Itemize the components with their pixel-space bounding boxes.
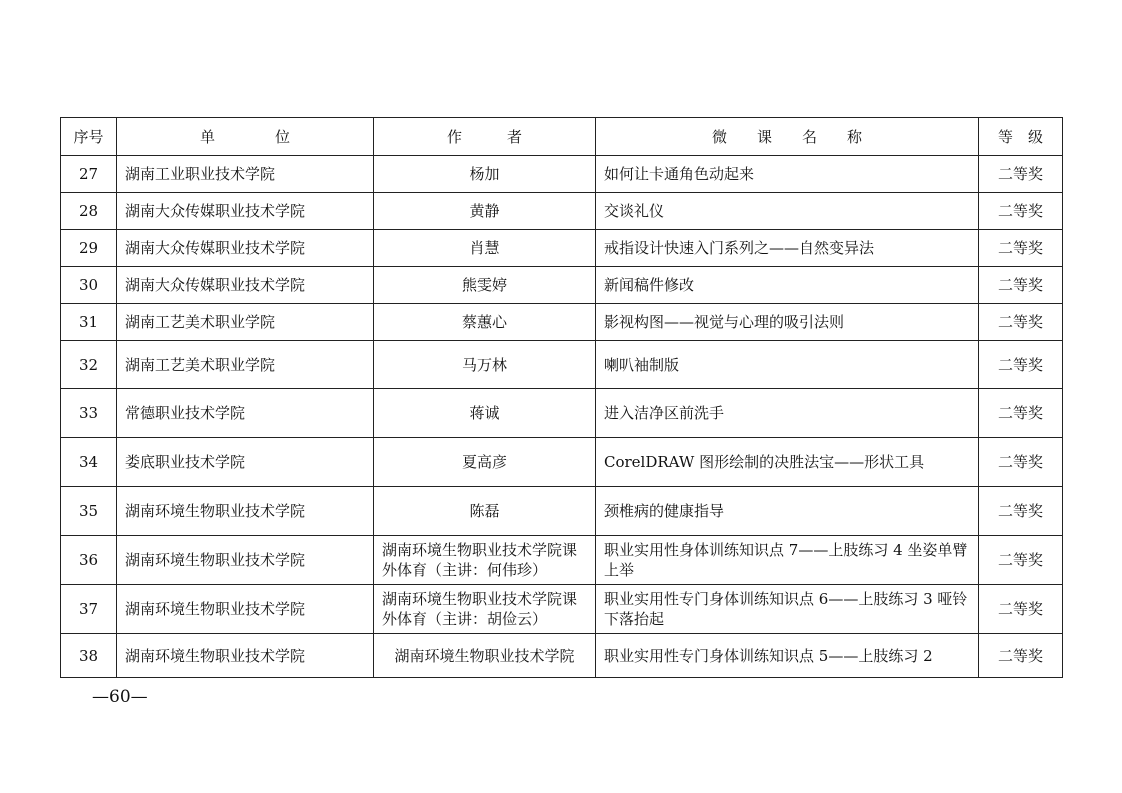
row-title: 职业实用性专门身体训练知识点 6——上肢练习 3 哑铃下落抬起 <box>596 585 979 634</box>
row-unit: 湖南工业职业技术学院 <box>117 156 374 193</box>
row-level: 二等奖 <box>979 304 1063 341</box>
row-author: 蒋诚 <box>374 389 596 438</box>
row-author: 湖南环境生物职业技术学院课外体育（主讲：胡俭云） <box>374 585 596 634</box>
table-row <box>61 341 1063 389</box>
row-level: 二等奖 <box>979 156 1063 193</box>
row-unit: 湖南大众传媒职业技术学院 <box>117 193 374 230</box>
row-no: 28 <box>61 193 117 230</box>
row-author: 熊雯婷 <box>374 267 596 304</box>
row-title: 职业实用性专门身体训练知识点 5——上肢练习 2 <box>596 634 979 678</box>
row-author: 湖南环境生物职业技术学院 <box>374 634 596 678</box>
row-no: 37 <box>61 585 117 634</box>
table-row <box>61 438 1063 487</box>
row-title: 新闻稿件修改 <box>596 267 979 304</box>
row-title: 如何让卡通角色动起来 <box>596 156 979 193</box>
table-header-row <box>61 118 1063 156</box>
row-author: 蔡蕙心 <box>374 304 596 341</box>
row-level: 二等奖 <box>979 634 1063 678</box>
awards-table <box>60 117 1063 678</box>
row-author: 杨加 <box>374 156 596 193</box>
row-title: 戒指设计快速入门系列之——自然变异法 <box>596 230 979 267</box>
table-row <box>61 156 1063 193</box>
row-no: 29 <box>61 230 117 267</box>
row-unit: 湖南工艺美术职业学院 <box>117 341 374 389</box>
row-level: 二等奖 <box>979 438 1063 487</box>
row-author: 陈磊 <box>374 487 596 536</box>
table-row <box>61 193 1063 230</box>
row-unit: 娄底职业技术学院 <box>117 438 374 487</box>
row-unit: 湖南大众传媒职业技术学院 <box>117 267 374 304</box>
row-title: 进入洁净区前洗手 <box>596 389 979 438</box>
row-no: 38 <box>61 634 117 678</box>
page-number: —60— <box>92 687 148 707</box>
row-author: 肖慧 <box>374 230 596 267</box>
table-row <box>61 304 1063 341</box>
row-level: 二等奖 <box>979 341 1063 389</box>
header-unit: 单 位 <box>117 118 374 156</box>
table-row <box>61 389 1063 438</box>
row-author: 马万林 <box>374 341 596 389</box>
header-level: 等 级 <box>979 118 1063 156</box>
row-no: 31 <box>61 304 117 341</box>
row-level: 二等奖 <box>979 389 1063 438</box>
row-author: 湖南环境生物职业技术学院课外体育（主讲：何伟珍） <box>374 536 596 585</box>
row-title: 职业实用性身体训练知识点 7——上肢练习 4 坐姿单臂上举 <box>596 536 979 585</box>
row-unit: 湖南环境生物职业技术学院 <box>117 487 374 536</box>
row-no: 36 <box>61 536 117 585</box>
header-no: 序号 <box>61 118 117 156</box>
row-unit: 湖南大众传媒职业技术学院 <box>117 230 374 267</box>
row-unit: 湖南环境生物职业技术学院 <box>117 585 374 634</box>
table-row <box>61 585 1063 634</box>
row-no: 33 <box>61 389 117 438</box>
row-unit: 湖南环境生物职业技术学院 <box>117 536 374 585</box>
row-no: 32 <box>61 341 117 389</box>
table-row <box>61 634 1063 678</box>
header-title: 微 课 名 称 <box>596 118 979 156</box>
row-author: 黄静 <box>374 193 596 230</box>
table-row <box>61 230 1063 267</box>
header-author: 作 者 <box>374 118 596 156</box>
row-title: 喇叭袖制版 <box>596 341 979 389</box>
row-title: 交谈礼仪 <box>596 193 979 230</box>
row-title: 颈椎病的健康指导 <box>596 487 979 536</box>
row-unit: 常德职业技术学院 <box>117 389 374 438</box>
row-title: CorelDRAW 图形绘制的决胜法宝——形状工具 <box>596 438 979 487</box>
table-row <box>61 487 1063 536</box>
row-title: 影视构图——视觉与心理的吸引法则 <box>596 304 979 341</box>
table-row <box>61 536 1063 585</box>
table-row <box>61 267 1063 304</box>
row-unit: 湖南工艺美术职业学院 <box>117 304 374 341</box>
row-no: 27 <box>61 156 117 193</box>
row-level: 二等奖 <box>979 536 1063 585</box>
row-level: 二等奖 <box>979 193 1063 230</box>
row-no: 34 <box>61 438 117 487</box>
row-no: 30 <box>61 267 117 304</box>
row-author: 夏高彦 <box>374 438 596 487</box>
row-level: 二等奖 <box>979 487 1063 536</box>
row-level: 二等奖 <box>979 585 1063 634</box>
row-no: 35 <box>61 487 117 536</box>
row-level: 二等奖 <box>979 267 1063 304</box>
row-unit: 湖南环境生物职业技术学院 <box>117 634 374 678</box>
row-level: 二等奖 <box>979 230 1063 267</box>
